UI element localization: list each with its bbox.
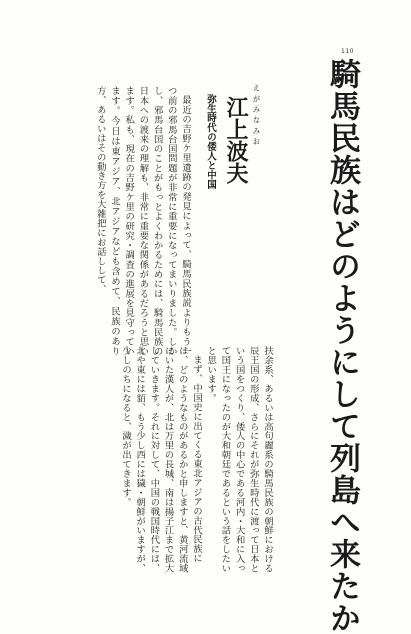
chapter-title: 騎馬民族はどのようにして列島へ来たか [324,58,360,634]
author-ruby: えがみなみお [252,84,261,149]
section-subtitle: 弥生時代の倭人と中国 [205,94,216,189]
page-number: 110 [341,48,354,55]
paragraph: 最近の吉野ケ里遺跡の発見によって、騎馬民族説よりもう一つ前の邪馬台国問題が非常に重要になってまいりました。しかし、邪馬台国のことがもっとよくわかるためには、騎馬民族の日本への渡来の理解も、非常に重要な関係があるだろうと思います。私も、現在の吉野ケ里の研究・調査の進展を見守っています。今日は東アジア、北アジアなども含めて、民族のあり方、あるいはその動き方を大雑把にお話しして、 [94,86,191,356]
body-text-top [62,86,192,356]
author-block [224,84,266,184]
author-name: 江上波夫 [223,96,249,184]
body-text-bottom [62,346,274,574]
paragraph: まず、中国史に出てくる東北アジアの古代民族には、どのようなものがあるかと申しますと、黄河流域にいた漢人が、北は万里の長城、南は揚子江まで拡大していきます。それに対して、中国の戦国時代には、北や東には貊、もう少し西には獩・朝鮮がいますが、少しのちになると、濊が出てきます。 [119,346,202,573]
paragraph: 扶余系、あるいは高句麗系の騎馬民族の朝鮮における辰王国の形成、さらにそれが弥生時代に渡って日本という国をつくり、倭人の中心である河内・大和に入って国王になったのが大和朝廷であるという話をしたいと思います。 [205,346,273,573]
